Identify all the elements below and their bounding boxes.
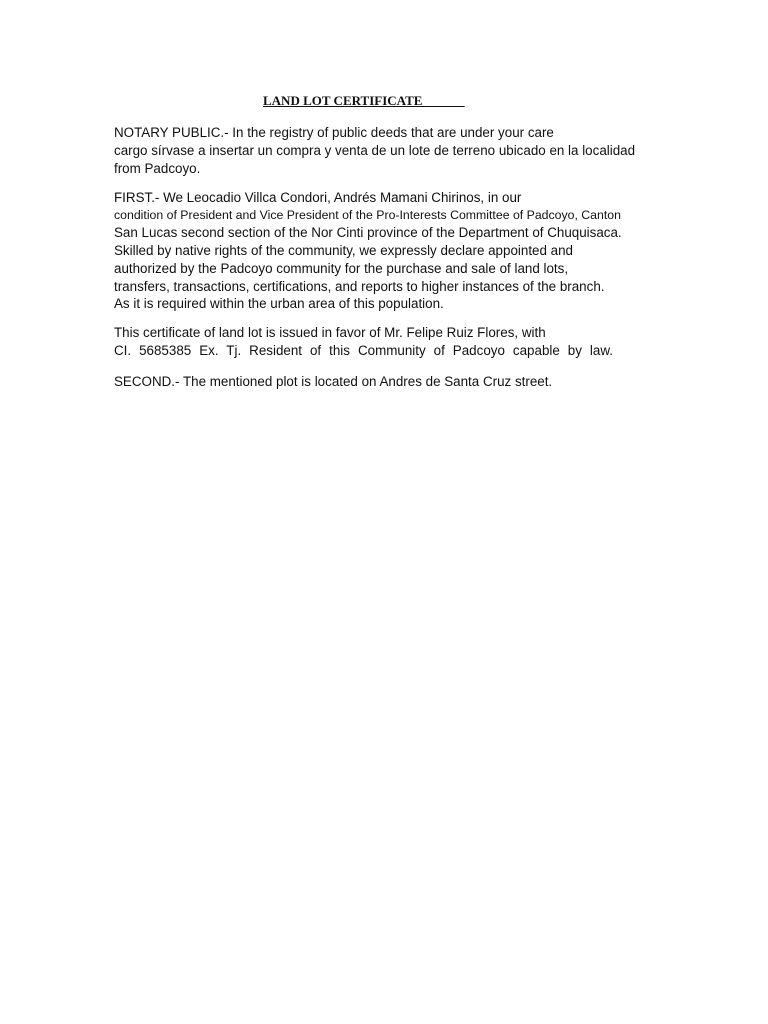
paragraph-4-line-1: SECOND.- The mentioned plot is located on Andres de Santa Cruz street.	[114, 374, 553, 389]
paragraph-3-line-2: CI. 5685385 Ex. Tj. Resident of this Community of Padcoyo capable by law.	[114, 343, 613, 358]
paragraph-2-line-1: FIRST.- We Leocadio Villca Condori, Andrés Mamani Chirinos, in our	[114, 190, 522, 205]
paragraph-2-line-3: San Lucas second section of the Nor Cinti province of the Department of Chuquisaca.	[114, 225, 622, 240]
paragraph-1-line-2: cargo sírvase a insertar un compra y venta de un lote de terreno ubicado en la localidad	[114, 143, 636, 158]
paragraph-2-line-6: transfers, transactions, certifications, and reports to higher instances of the branch.	[114, 279, 605, 294]
paragraph-2-line-2: condition of President and Vice President of the Pro-Interests Committee of Padcoyo, Canton	[114, 208, 621, 222]
paragraph-2-line-7: As it is required within the urban area of this population.	[114, 296, 444, 311]
paragraph-3-line-1: This certificate of land lot is issued in favor of Mr. Felipe Ruiz Flores, with	[114, 325, 546, 340]
document-title: LAND LOT CERTIFICATE	[263, 93, 465, 108]
paragraph-1-line-1: NOTARY PUBLIC.- In the registry of public deeds that are under your care	[114, 125, 554, 140]
paragraph-1-line-3: from Padcoyo.	[114, 161, 201, 176]
paragraph-2-line-5: authorized by the Padcoyo community for the purchase and sale of land lots,	[114, 261, 569, 276]
paragraph-2-line-4: Skilled by native rights of the community, we expressly declare appointed and	[114, 243, 573, 258]
